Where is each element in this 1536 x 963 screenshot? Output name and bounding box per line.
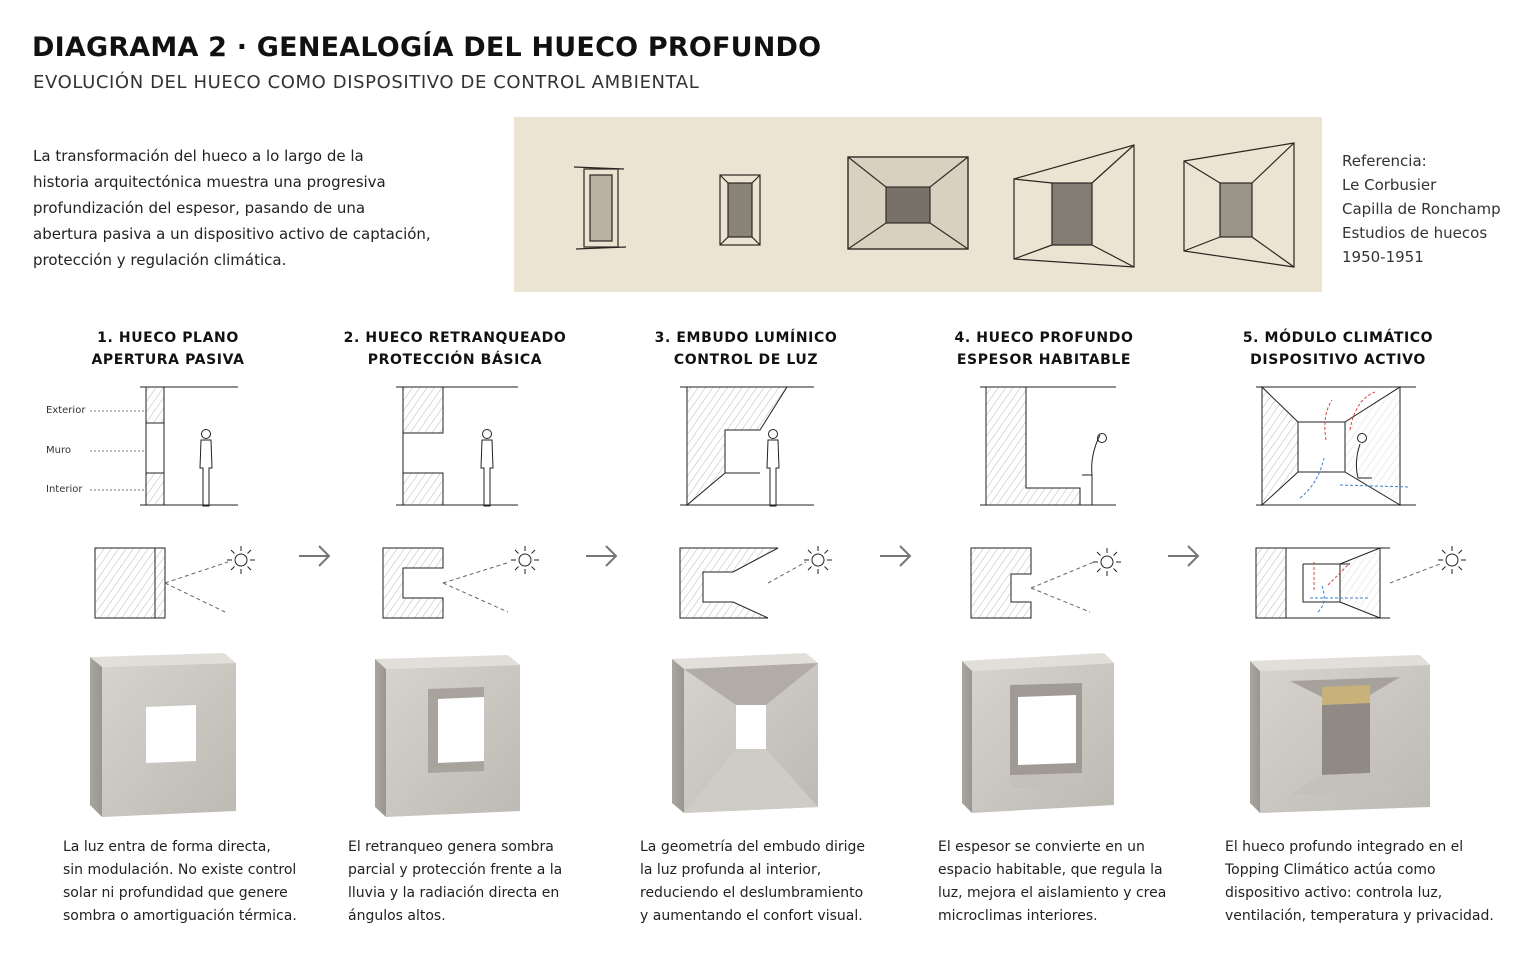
reference-caption xyxy=(1342,149,1501,269)
sketch-drawings xyxy=(514,117,1322,292)
description-line: solar ni profundidad que genere xyxy=(63,885,288,901)
sketch-opening-5 xyxy=(1184,143,1294,267)
stage-title: 2. HUECO RETRANQUEADO xyxy=(343,330,567,346)
plan-stage-3 xyxy=(680,546,832,618)
description-line: y aumentando el confort visual. xyxy=(640,908,863,924)
stage-title: 3. EMBUDO LUMÍNICO xyxy=(654,330,838,346)
section-stage-2 xyxy=(396,387,518,506)
description-line: sin modulación. No existe control xyxy=(63,862,297,878)
stage-1-description xyxy=(63,836,313,928)
label-interior: Interior xyxy=(46,484,83,495)
model-climate-module xyxy=(1250,655,1430,813)
description-line: luz, mejora el aislamiento y crea xyxy=(938,885,1167,901)
stage-subtitle: CONTROL DE LUZ xyxy=(673,352,819,368)
description-line: la luz profunda al interior, xyxy=(640,862,822,878)
stage-4-description xyxy=(938,836,1188,928)
reference-line: Capilla de Ronchamp xyxy=(1342,200,1501,218)
page-title: DIAGRAMA 2 · GENEALOGÍA DEL HUECO PROFUNDO xyxy=(32,32,822,63)
section-stage-1 xyxy=(90,387,238,506)
description-line: lluvia y la radiación directa en xyxy=(348,885,560,901)
description-line: El hueco profundo integrado en el xyxy=(1225,839,1464,855)
description-line: dispositivo activo: controla luz, xyxy=(1225,885,1443,901)
stage-1-heading xyxy=(48,327,288,371)
intro-paragraph xyxy=(33,143,453,273)
model-deep-opening xyxy=(962,653,1114,813)
stage-title: 1. HUECO PLANO xyxy=(97,330,239,346)
section-drawings xyxy=(0,380,1536,515)
description-line: La luz entra de forma directa, xyxy=(63,839,271,855)
description-line: Topping Climático actúa como xyxy=(1225,862,1436,878)
stage-2-heading xyxy=(335,327,575,371)
plan-stage-2 xyxy=(383,546,539,618)
stage-title: 4. HUECO PROFUNDO xyxy=(954,330,1134,346)
stage-subtitle: PROTECCIÓN BÁSICA xyxy=(367,352,543,368)
reference-sketch-image xyxy=(514,117,1322,292)
description-line: reduciendo el deslumbramiento xyxy=(640,885,864,901)
arrow-right-icon xyxy=(876,538,916,574)
stage-5-heading xyxy=(1218,327,1458,371)
plan-stage-4 xyxy=(971,548,1121,618)
stage-subtitle: DISPOSITIVO ACTIVO xyxy=(1250,352,1426,368)
arrow-right-icon xyxy=(582,538,622,574)
stage-title: 5. MÓDULO CLIMÁTICO xyxy=(1242,330,1434,346)
sketch-opening-4 xyxy=(1014,145,1134,267)
section-stage-5 xyxy=(1256,387,1416,505)
section-stage-4 xyxy=(980,387,1116,505)
description-line: La geometría del embudo dirige xyxy=(640,839,865,855)
label-exterior: Exterior xyxy=(46,405,86,416)
page-subtitle: EVOLUCIÓN DEL HUECO COMO DISPOSITIVO DE CONTROL AMBIENTAL xyxy=(33,72,700,93)
description-line: parcial y protección frente a la xyxy=(348,862,563,878)
description-line: sombra o amortiguación térmica. xyxy=(63,908,297,924)
stage-3-description xyxy=(640,836,890,928)
description-line: ángulos altos. xyxy=(348,908,446,924)
model-flat-opening xyxy=(90,653,236,817)
plan-stage-5 xyxy=(1256,546,1466,618)
description-line: espacio habitable, que regula la xyxy=(938,862,1163,878)
concrete-models xyxy=(0,645,1536,825)
sketch-opening-2 xyxy=(720,175,760,245)
stage-2-description xyxy=(348,836,598,928)
label-muro: Muro xyxy=(46,445,71,456)
model-light-funnel xyxy=(672,653,818,813)
intro-line: abertura pasiva a un dispositivo activo de captación, xyxy=(33,225,431,243)
intro-line: protección y regulación climática. xyxy=(33,251,287,269)
intro-line: historia arquitectónica muestra una progresiva xyxy=(33,173,386,191)
section-stage-3 xyxy=(680,387,814,506)
description-line: ventilación, temperatura y privacidad. xyxy=(1225,908,1494,924)
model-recessed-opening xyxy=(375,655,520,817)
plan-stage-1 xyxy=(95,546,255,618)
stage-subtitle: ESPESOR HABITABLE xyxy=(956,352,1132,368)
sketch-opening-3 xyxy=(848,157,968,249)
stage-3-heading xyxy=(626,327,866,371)
intro-line: profundización del espesor, pasando de una xyxy=(33,199,366,217)
description-line: El retranqueo genera sombra xyxy=(348,839,554,855)
description-line: microclimas interiores. xyxy=(938,908,1098,924)
plan-drawings xyxy=(0,540,1536,630)
stage-4-heading xyxy=(924,327,1164,371)
reference-line: Estudios de huecos xyxy=(1342,224,1488,242)
arrow-right-icon xyxy=(1164,538,1204,574)
stage-subtitle: APERTURA PASIVA xyxy=(91,352,245,368)
reference-line: Le Corbusier xyxy=(1342,176,1437,194)
arrow-right-icon xyxy=(295,538,335,574)
reference-line: 1950-1951 xyxy=(1342,248,1424,266)
reference-line: Referencia: xyxy=(1342,152,1427,170)
description-line: El espesor se convierte en un xyxy=(938,839,1145,855)
stage-5-description xyxy=(1225,836,1515,928)
sketch-opening-1 xyxy=(574,167,626,249)
intro-line: La transformación del hueco a lo largo de la xyxy=(33,147,364,165)
